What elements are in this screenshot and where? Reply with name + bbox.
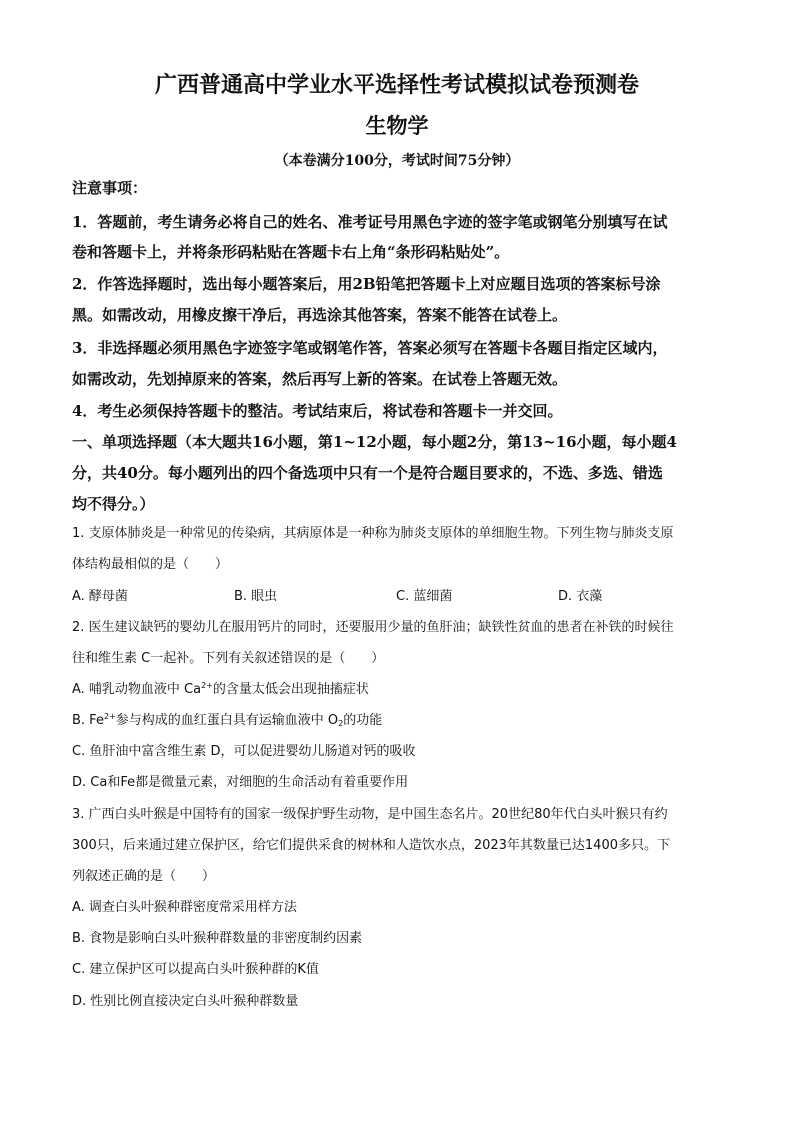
q2-option-a-text-1: A. 哺乳动物血液中 Ca [72, 682, 202, 697]
subject-title: 生物学 [365, 113, 429, 138]
q2-option-b-superscript: 2+ [103, 712, 116, 721]
q1-stem-line-2: 体结构最相似的是（ ） [72, 557, 229, 572]
q2-option-b-text-3: 的功能 [343, 713, 383, 728]
q2-stem-line-1: 2. 医生建议缺钙的婴幼儿在服用钙片的同时，还要服用少量的鱼肝油；缺铁性贫血的患者在补铁的时候往 [72, 620, 674, 635]
notice-heading: 注意事项： [72, 179, 148, 197]
q1-option-a: A. 酵母菌 [72, 589, 128, 604]
section-1-heading-line-2: 分，共40分。每小题列出的四个备选项中只有一个是符合题目要求的，不选、多选、错选 [72, 464, 663, 482]
q2-option-b-subscript: 2 [338, 719, 344, 728]
q2-option-b-text-1: B. Fe [72, 713, 104, 728]
q2-option-a [72, 680, 732, 700]
q1-stem-line-1: 1. 支原体肺炎是一种常见的传染病，其病原体是一种称为肺炎支原体的单细胞生物。下列生物与肺炎支原 [72, 526, 674, 541]
q3-option-b: B. 食物是影响白头叶猴种群数量的非密度制约因素 [72, 931, 363, 946]
q1-options [72, 587, 732, 607]
q2-stem-line-2: 往和维生素 C一起补。下列有关叙述错误的是（ ） [72, 651, 385, 666]
exam-title: 广西普通高中学业水平选择性考试模拟试卷预测卷 [154, 72, 639, 98]
notice-item-2-line-1: 2．作答选择题时，选出每小题答案后，用2B铅笔把答题卡上对应题目选项的答案标号涂 [72, 275, 661, 293]
q3-stem-line-3: 列叙述正确的是（ ） [72, 869, 216, 884]
q2-option-b [72, 711, 732, 731]
q1-option-b: B. 眼虫 [234, 589, 278, 604]
notice-item-4: 4．考生必须保持答题卡的整洁。考试结束后，将试卷和答题卡一并交回。 [72, 402, 563, 420]
section-1-heading-line-3: 均不得分。） [72, 495, 155, 513]
q1-option-d: D. 衣藻 [558, 589, 603, 604]
q3-option-c: C. 建立保护区可以提高白头叶猴种群的K值 [72, 962, 319, 977]
q3-stem-line-2: 300只，后来通过建立保护区，给它们提供采食的树林和人造饮水点，2023年其数量已达1400多只。下 [72, 838, 670, 853]
q2-option-b-text-2: 参与构成的血红蛋白具有运输血液中 O [115, 713, 339, 728]
q2-option-a-superscript: 2+ [201, 681, 213, 690]
notice-item-1-line-2: 卷和答题卡上，并将条形码粘贴在答题卡右上角“条形码粘贴处”。 [72, 243, 510, 261]
q3-option-d: D. 性别比例直接决定白头叶猴种群数量 [72, 994, 299, 1009]
q2-option-c: C. 鱼肝油中富含维生素 D，可以促进婴幼儿肠道对钙的吸收 [72, 744, 416, 759]
q2-option-a-text-2: 的含量太低会出现抽搐症状 [212, 682, 369, 697]
q3-stem-line-1: 3. 广西白头叶猴是中国特有的国家一级保护野生动物，是中国生态名片。20世纪80年代白头叶猴只有约 [72, 807, 668, 822]
notice-item-2-line-2: 黑。如需改动，用橡皮擦干净后，再选涂其他答案，答案不能答在试卷上。 [72, 306, 568, 324]
section-1-heading-line-1: 一、单项选择题（本大题共16小题，第1~12小题，每小题2分，第13~16小题，每小题4 [72, 433, 677, 451]
notice-item-1-line-1: 1．答题前，考生请务必将自己的姓名、准考证号用黑色字迹的签字笔或钢笔分别填写在试 [72, 213, 668, 231]
exam-info: （本卷满分100分，考试时间75分钟） [274, 153, 520, 169]
notice-item-3-line-2: 如需改动，先划掉原来的答案，然后再写上新的答案。在试卷上答题无效。 [72, 370, 568, 388]
q2-option-d: D. Ca和Fe都是微量元素，对细胞的生命活动有着重要作用 [72, 775, 409, 790]
q1-option-c: C. 蓝细菌 [396, 589, 453, 604]
notice-item-3-line-1: 3．非选择题必须用黑色字迹签字笔或钢笔作答，答案必须写在答题卡各题目指定区域内， [72, 339, 668, 357]
q3-option-a: A. 调查白头叶猴种群密度常采用样方法 [72, 900, 297, 915]
